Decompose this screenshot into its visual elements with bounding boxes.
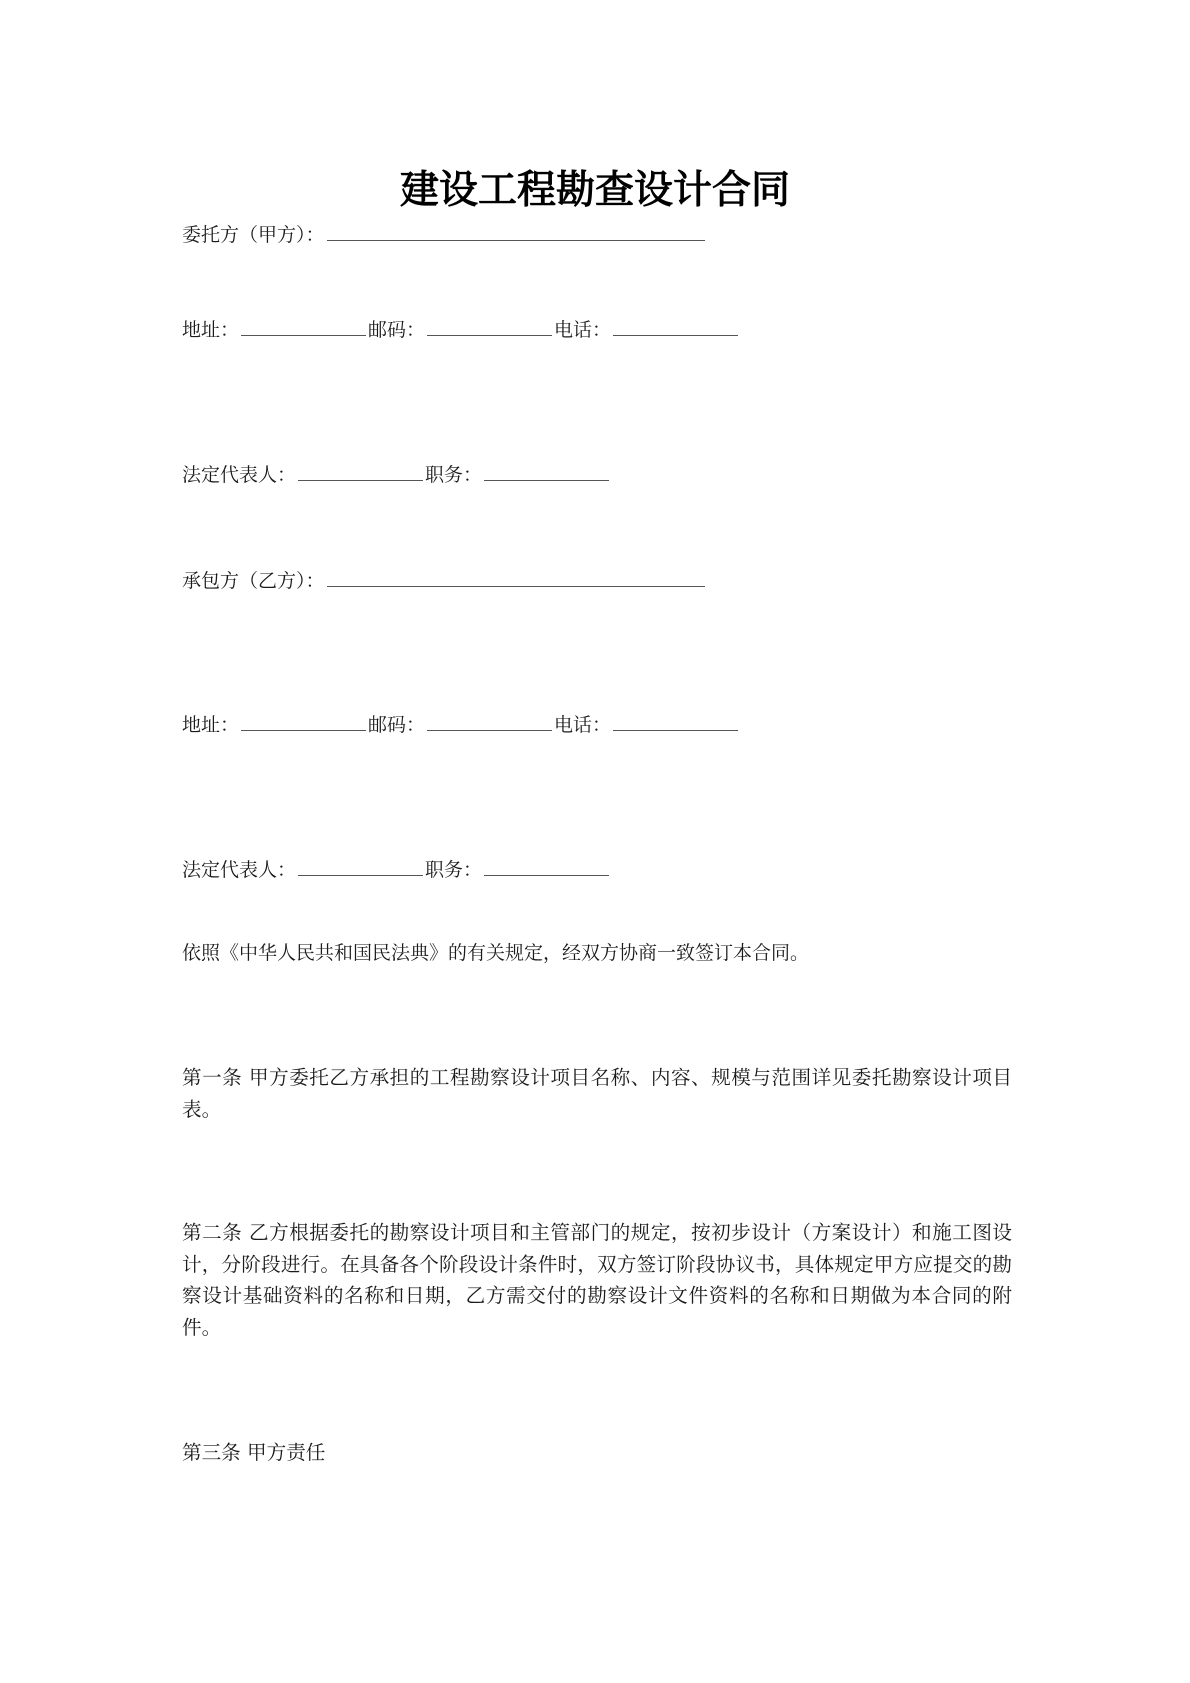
party-b-address-field[interactable] bbox=[241, 714, 366, 731]
party-a-contact-line bbox=[182, 318, 740, 342]
party-b-rep-line bbox=[182, 858, 611, 882]
party-a-line bbox=[182, 223, 707, 247]
party-b-line bbox=[182, 569, 707, 593]
party-b-postcode-label: 邮码： bbox=[368, 714, 426, 736]
party-b-label: 承包方（乙方）： bbox=[182, 570, 325, 592]
party-a-label: 委托方（甲方）： bbox=[182, 224, 325, 246]
party-a-phone-field[interactable] bbox=[613, 319, 738, 336]
party-a-rep-line bbox=[182, 463, 611, 487]
party-a-legal-rep-field[interactable] bbox=[298, 464, 423, 481]
article-3-text: 甲方责任 bbox=[247, 1441, 326, 1464]
preamble: 依照《中华人民共和国民法典》的有关规定，经双方协商一致签订本合同。 bbox=[182, 942, 810, 964]
document-title: 建设工程勘查设计合同 bbox=[399, 167, 790, 213]
article-1-text: 甲方委托乙方承担的工程勘察设计项目名称、内容、规模与范围详见委托勘察设计项目表。 bbox=[182, 1066, 1013, 1121]
party-a-position-label: 职务： bbox=[425, 464, 483, 486]
article-1 bbox=[182, 1062, 1012, 1125]
article-2-text: 乙方根据委托的勘察设计项目和主管部门的规定，按初步设计（方案设计）和施工图设计，分阶段进行。在具备各个阶段设计条件时，双方签订阶段协议书，具体规定甲方应提交的勘察设计基础资料的名称和日期，乙方需交付的勘察设计文件资料的名称和日期做为本合同的附件。 bbox=[182, 1221, 1013, 1339]
party-a-position-field[interactable] bbox=[484, 464, 609, 481]
party-a-legal-rep-label: 法定代表人： bbox=[182, 464, 297, 486]
party-b-phone-field[interactable] bbox=[613, 714, 738, 731]
party-a-phone-label: 电话： bbox=[554, 319, 612, 341]
article-2 bbox=[182, 1217, 1012, 1343]
party-b-address-label: 地址： bbox=[182, 714, 240, 736]
party-a-address-label: 地址： bbox=[182, 319, 240, 341]
party-b-name-field[interactable] bbox=[327, 570, 705, 587]
party-a-postcode-field[interactable] bbox=[427, 319, 552, 336]
party-a-name-field[interactable] bbox=[327, 224, 705, 241]
party-b-contact-line bbox=[182, 713, 740, 737]
party-b-legal-rep-field[interactable] bbox=[298, 859, 423, 876]
party-a-address-field[interactable] bbox=[241, 319, 366, 336]
article-3 bbox=[182, 1437, 1012, 1469]
article-2-heading: 第二条 bbox=[182, 1221, 243, 1244]
article-3-heading: 第三条 bbox=[182, 1441, 241, 1464]
party-a-postcode-label: 邮码： bbox=[368, 319, 426, 341]
party-b-phone-label: 电话： bbox=[554, 714, 612, 736]
party-b-legal-rep-label: 法定代表人： bbox=[182, 859, 297, 881]
party-b-position-field[interactable] bbox=[484, 859, 609, 876]
party-b-position-label: 职务： bbox=[425, 859, 483, 881]
article-1-heading: 第一条 bbox=[182, 1066, 243, 1089]
party-b-postcode-field[interactable] bbox=[427, 714, 552, 731]
